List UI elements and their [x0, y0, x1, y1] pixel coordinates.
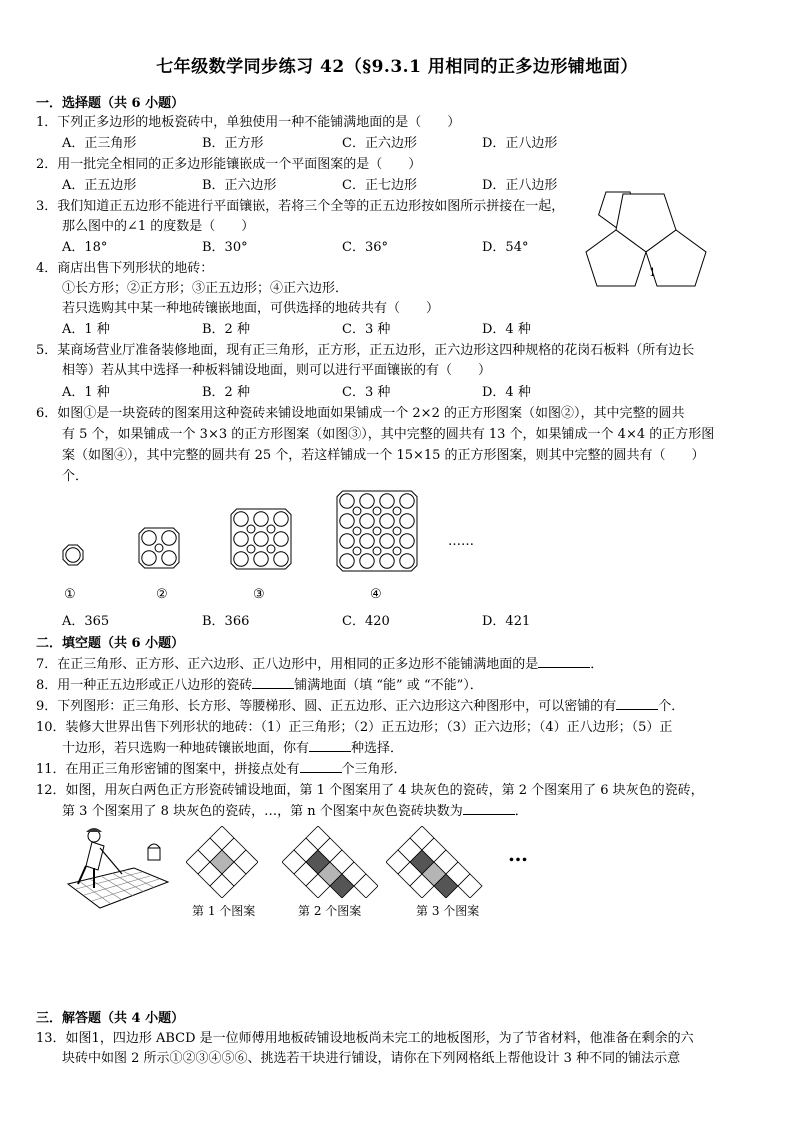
q12-blank[interactable]: [463, 802, 515, 815]
q7-post: ．: [590, 657, 604, 672]
tile-circle: [380, 514, 394, 528]
tile-corner-circle: [393, 547, 401, 555]
q6-option-d: D．421: [482, 614, 531, 629]
tile-circle: [66, 548, 80, 562]
q4-text-line1: 4．商店出售下列形状的地砖：: [36, 261, 214, 276]
tile-corner-circle: [247, 525, 255, 533]
tile-circle: [400, 554, 414, 568]
tile-corner-circle: [353, 527, 361, 535]
q5-options: [62, 381, 622, 400]
q7-blank[interactable]: [538, 655, 590, 668]
q2-options: [62, 174, 622, 193]
q6-option-b: B．366: [202, 614, 250, 629]
q10-text-line1: 10．装修大世界出售下列形状的地砖：（1）正三角形；（2）正五边形；（3）正六边形；（4）正八边形；（5）正: [36, 720, 673, 735]
pattern-continuation-dots: …: [508, 842, 528, 866]
q4-option-b: B．2 种: [202, 322, 250, 337]
q12-text-line1: 12．如图，用灰白两色正方形瓷砖铺设地面，第 1 个图案用了 4 块灰色的瓷砖，第 2 个图案用了 6 块灰色的瓷砖，: [36, 783, 704, 798]
q1-option-c: C．正六边形: [342, 136, 417, 151]
q4-options: [62, 318, 622, 337]
q6-option-c: C．420: [342, 614, 390, 629]
q3-option-c: C．36°: [342, 240, 388, 255]
q1-option-a: A．正三角形: [62, 136, 137, 151]
q5-option-a: A．1 种: [62, 385, 110, 400]
q1-text: 1．下列正多边形的地板瓷砖中，单独使用一种不能铺满地面的是（ ）: [36, 115, 461, 130]
tile-corner-circle: [155, 544, 163, 552]
q5-text-line1: 5．某商场营业厅准备装修地面，现有正三角形，正方形，正五边形，正六边形这四种规格的花岗石板料（所有边长: [36, 343, 695, 358]
tile-circle: [360, 514, 374, 528]
q12-post: ．: [514, 804, 528, 819]
section-heading-solve: 三．解答题（共 4 小题）: [36, 1011, 185, 1026]
tile-circle: [142, 551, 156, 565]
tile-corner-circle: [353, 507, 361, 515]
pattern-ellipsis: ……: [448, 534, 474, 549]
q9-pre: 9．下列图形：正三角形、长方形、等腰梯形、圆、正五边形、正六边形这六种图形中，可以密铺的有: [36, 699, 617, 714]
tile-circle: [380, 554, 394, 568]
tile-corner-circle: [267, 545, 275, 553]
q2-text: 2．用一批完全相同的正多边形能镶嵌成一个平面图案的是（ ）: [36, 157, 422, 172]
q6-options: [62, 610, 622, 629]
tool-handle: [100, 848, 122, 874]
tile-circle: [380, 534, 394, 548]
worker-body: [86, 842, 104, 870]
tile-circle: [340, 534, 354, 548]
tile-corner-circle: [373, 547, 381, 555]
q6-option-a: A．365: [62, 614, 110, 629]
q13-text-line1: 13．如图1，四边形 ABCD 是一位师傅用地板砖铺设地板尚未完工的地板图形，为了节省材料，他准备在剩余的六: [36, 1031, 694, 1046]
diamond-pattern-2: [282, 826, 378, 898]
tile-circle: [162, 531, 176, 545]
q5-option-d: D．4 种: [482, 385, 531, 400]
section-heading-fill: 二．填空题（共 6 小题）: [36, 636, 185, 651]
tile-circle: [360, 554, 374, 568]
tile-circle: [340, 494, 354, 508]
q2-option-a: A．正五边形: [62, 178, 137, 193]
q3-text-line2: 那么图中的∠1 的度数是（ ）: [62, 219, 255, 234]
q5-text-line2: 相等）若从其中选择一种板料铺设地面，则可以进行平面镶嵌的有（ ）: [62, 363, 492, 378]
q4-text-line3: 若只选购其中某一种地砖镶嵌地面，可供选择的地砖共有（ ）: [62, 301, 440, 316]
three-pentagons-figure: [584, 190, 724, 300]
diamond-pattern-1: [186, 826, 258, 898]
angle-1-label: 1: [649, 266, 656, 279]
q9-post: 个．: [658, 699, 685, 714]
tile-corner-circle: [353, 547, 361, 555]
q6-text-line1: 6．如图①是一块瓷砖的图案用这种瓷砖来铺设地面如果铺成一个 2×2 的正方形图案（如图②），其中完整的圆共: [36, 406, 685, 421]
tile-pattern-2: [138, 527, 182, 571]
q10-text-line2: [62, 737, 403, 756]
tile-circle: [340, 554, 354, 568]
tile-corner-circle: [267, 525, 275, 533]
page-title: 七年级数学同步练习 42（§9.3.1 用相同的正多边形铺地面）: [156, 57, 638, 77]
tile-circle: [360, 534, 374, 548]
fig-label-2: ②: [156, 587, 168, 602]
q13-text-line2: 块砖中如图 2 所示①②③④⑤⑥、挑选若干块进行铺设，请你在下列网格纸上帮他设计 3 种不同的铺法示意: [62, 1051, 681, 1066]
tile-circle: [274, 552, 288, 566]
tile-pattern-1: [62, 544, 86, 568]
q3-options: [62, 236, 622, 255]
q3-text-line1: 3．我们知道正五边形不能进行平面镶嵌，若将三个全等的正五边形按如图所示拼接在一起，: [36, 199, 565, 214]
tile-circle: [340, 514, 354, 528]
q1-option-b: B．正方形: [202, 136, 264, 151]
q4-text-line2: ①长方形；②正方形；③正五边形；④正六边形．: [62, 281, 349, 296]
tile-pattern-3: [230, 508, 292, 570]
tile-circle: [254, 532, 268, 546]
tile-circle: [162, 551, 176, 565]
pattern-caption-2: 第 2 个图案: [298, 904, 362, 918]
tile-circle: [400, 494, 414, 508]
fig-label-3: ③: [253, 587, 265, 602]
q9-text: [36, 695, 684, 714]
q10-blank[interactable]: [309, 739, 351, 752]
q2-option-d: D．正八边形: [482, 178, 558, 193]
tile-circle: [400, 534, 414, 548]
q4-option-c: C．3 种: [342, 322, 391, 337]
q7-pre: 7．在正三角形、正方形、正六边形、正八边形中，用相同的正多边形不能铺满地面的是: [36, 657, 539, 672]
tile-pattern-4: [336, 490, 418, 572]
tile-circle: [254, 512, 268, 526]
q9-blank[interactable]: [616, 697, 658, 710]
q11-blank[interactable]: [300, 760, 342, 773]
q6-text-line2: 有 5 个，如果铺成一个 3×3 的正方形图案（如图③），其中完整的圆共有 13 个，如果铺成一个 4×4 的正方形图: [62, 427, 715, 442]
q3-option-b: B．30°: [202, 240, 248, 255]
q4-option-a: A．1 种: [62, 322, 110, 337]
q12-pre: 第 3 个图案用了 8 块灰色的瓷砖，…，第 n 个图案中灰色瓷砖块数为: [62, 804, 463, 819]
q1-options: [62, 132, 622, 151]
fig-label-4: ④: [370, 587, 382, 602]
q2-option-b: B．正六边形: [202, 178, 277, 193]
tile-circle: [274, 512, 288, 526]
bucket-handle: [148, 844, 160, 848]
q5-option-c: C．3 种: [342, 385, 391, 400]
worker-illustration: [64, 822, 174, 912]
fig-label-1: ①: [64, 587, 76, 602]
tile-circle: [142, 531, 156, 545]
tile-corner-circle: [393, 527, 401, 535]
tile-circle: [234, 512, 248, 526]
q3-option-d: D．54°: [482, 240, 529, 255]
tile-circle: [360, 494, 374, 508]
tile-corner-circle: [373, 527, 381, 535]
q7-text: [36, 653, 603, 672]
q6-text-line3: 案（如图④），其中完整的圆共有 25 个，若这样铺成一个 15×15 的正方形图案，则其中完整的圆共有（ ）: [62, 448, 705, 463]
q10-post: 种选择．: [351, 741, 404, 756]
q1-option-d: D．正八边形: [482, 136, 558, 151]
q11-pre: 11．在用正三角形密铺的图案中，拼接点处有: [36, 762, 300, 777]
q3-option-a: A．18°: [62, 240, 108, 255]
q8-post: 铺满地面（填 “能” 或 “不能”）．: [294, 678, 483, 693]
q2-option-c: C．正七边形: [342, 178, 417, 193]
tile-circle: [380, 494, 394, 508]
diamond-pattern-3: [386, 826, 506, 898]
bucket: [148, 848, 160, 860]
q11-post: 个三角形．: [341, 762, 407, 777]
tile-circle: [234, 532, 248, 546]
pattern-caption-1: 第 1 个图案: [192, 904, 256, 918]
tile-corner-circle: [373, 507, 381, 515]
tile-circle: [400, 514, 414, 528]
q12-text-line2: [62, 800, 528, 819]
q4-option-d: D．4 种: [482, 322, 531, 337]
tile-circle: [234, 552, 248, 566]
worker-hair: [86, 828, 102, 832]
q11-text: [36, 758, 407, 777]
tile-circle: [274, 532, 288, 546]
section-heading-choice: 一．选择题（共 6 小题）: [36, 96, 185, 111]
pattern-caption-3: 第 3 个图案: [416, 904, 480, 918]
q5-option-b: B．2 种: [202, 385, 250, 400]
q8-blank[interactable]: [252, 676, 294, 689]
tile-corner-circle: [393, 507, 401, 515]
q8-pre: 8．用一种正五边形或正八边形的瓷砖: [36, 678, 253, 693]
tile-corner-circle: [247, 545, 255, 553]
tile-circle: [254, 552, 268, 566]
q6-text-line4: 个．: [62, 469, 89, 484]
q8-text: [36, 674, 483, 693]
q10-pre: 十边形，若只选购一种地砖镶嵌地面，你有: [62, 741, 310, 756]
